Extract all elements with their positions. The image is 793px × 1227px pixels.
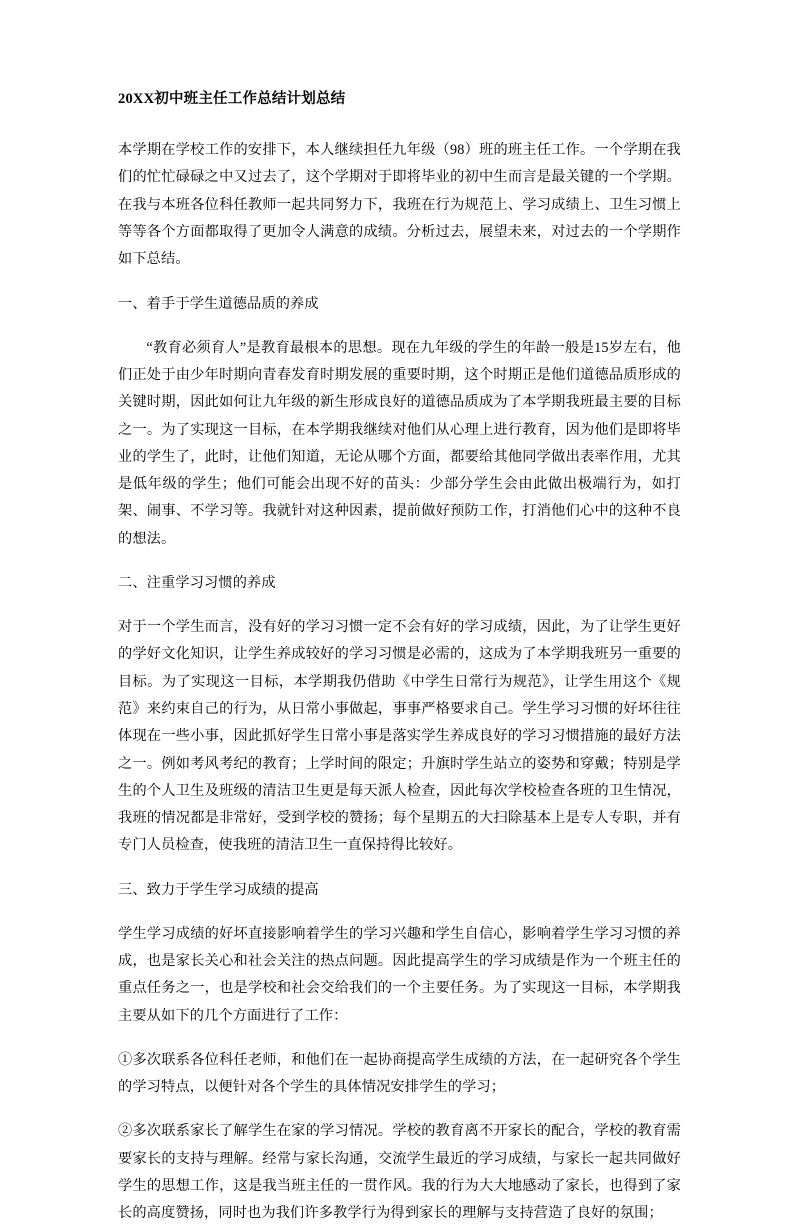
page-title: 20XX初中班主任工作总结计划总结 bbox=[118, 91, 346, 107]
paragraph: 本学期在学校工作的安排下，本人继续担任九年级（98）班的班主任工作。一个学期在我们的忙忙碌碌之中又过去了，这个学期对于即将毕业的初中生而言是最关键的一个学期。在我与本班各位科任教师一起共同努力下，我班在行为规范上、学习成绩上、卫生习惯上等等各个方面都取得了更加令人满意的成绩。分析过去，展望未来，对过去的一个学期作如下总结。 bbox=[118, 142, 681, 268]
paragraph: ②多次联系家长了解学生在家的学习情况。学校的教育离不开家长的配合，学校的教育需要家长的支持与理解。经常与家长沟通，交流学生最近的学习成绩，与家长一起共同做好学生的思想工作，这是我当班主任的一贯作风。我的行为大大地感动了家长，也得到了家长的高度赞扬，同时也为我们许多教学行为得到家长的理解与支持营造了良好的氛围； bbox=[118, 1123, 681, 1222]
paragraph: ①多次联系各位科任老师，和他们在一起协商提高学生成绩的方法，在一起研究各个学生的学习特点，以便针对各个学生的具体情况安排学生的学习； bbox=[118, 1051, 681, 1096]
document-body bbox=[118, 137, 681, 1227]
section-heading: 一、着手于学生道德品质的养成 bbox=[118, 295, 319, 312]
section-heading: 三、致力于学生学习成绩的提高 bbox=[118, 881, 319, 898]
section-heading: 二、注重学习习惯的养成 bbox=[118, 574, 276, 591]
paragraph: “教育必须育人”是教育最根本的思想。现在九年级的学生的年龄一般是15岁左右，他们正处于由少年时期向青春发育时期发展的重要时期，这个时期正是他们道德品质形成的关键时期，因此如何让九年级的新生形成良好的道德品质成为了本学期我班最主要的目标之一。为了实现这一目标，在本学期我继续对他们从心理上进行教育，因为他们是即将毕业的学生了，此时，让他们知道，无论从哪个方面，都要给其他同学做出表率作用，尤其是低年级的学生；他们可能会出现不好的苗头：少部分学生会由此做出极端行为，如打架、闹事、不学习等。我就针对这种因素，提前做好预防工作，打消他们心中的这种不良的想法。 bbox=[118, 339, 681, 547]
paragraph: 对于一个学生而言，没有好的学习习惯一定不会有好的学习成绩，因此，为了让学生更好的学好文化知识，让学生养成较好的学习习惯是必需的，这成为了本学期我班另一重要的目标。为了实现这一目标，本学期我仍借助《中学生日常行为规范》，让学生用这个《规范》来约束自己的行为，从日常小事做起，事事严格要求自己。学生学习习惯的好坏往往体现在一些小事，因此抓好学生日常小事是落实学生养成良好的学习习惯措施的最好方法之一。例如考风考纪的教育；上学时间的限定；升旗时学生站立的姿势和穿戴；特别是学生的个人卫生及班级的清洁卫生更是每天派人检查，因此每次学校检查各班的卫生情况，我班的情况都是非常好，受到学校的赞扬；每个星期五的大扫除基本上是专人专职，并有专门人员检查，使我班的清洁卫生一直保持得比较好。 bbox=[118, 619, 681, 854]
paragraph: 学生学习成绩的好坏直接影响着学生的学习兴趣和学生自信心，影响着学生学习习惯的养成，也是家长关心和社会关注的热点问题。因此提高学生的学习成绩是作为一个班主任的重点任务之一，也是学校和社会交给我们的一个主要任务。为了实现这一目标，本学期我主要从如下的几个方面进行了工作： bbox=[118, 925, 681, 1024]
